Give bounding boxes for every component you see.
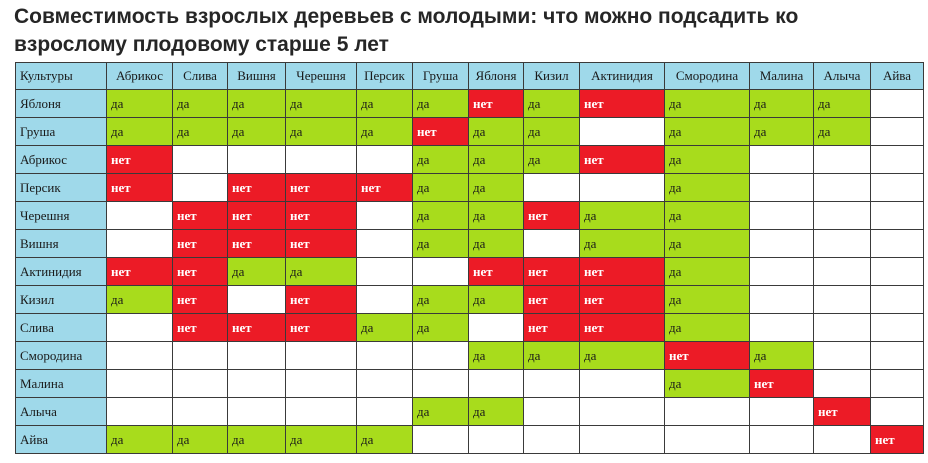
cell-no: нет (107, 174, 173, 202)
cell-no: нет (580, 286, 665, 314)
table-row (16, 202, 924, 230)
table-row (16, 314, 924, 342)
cell-empty (228, 342, 286, 370)
cell-no: нет (814, 398, 871, 426)
column-header: Айва (871, 63, 924, 90)
column-header: Малина (750, 63, 814, 90)
cell-no: нет (173, 202, 228, 230)
cell-yes: да (665, 286, 750, 314)
cell-empty (357, 258, 413, 286)
cell-empty (286, 398, 357, 426)
cell-empty (286, 370, 357, 398)
cell-empty (228, 370, 286, 398)
cell-empty (814, 370, 871, 398)
cell-empty (814, 230, 871, 258)
cell-empty (871, 370, 924, 398)
cell-yes: да (665, 118, 750, 146)
cell-yes: да (524, 146, 580, 174)
cell-yes: да (107, 426, 173, 454)
cell-empty (469, 370, 524, 398)
cell-yes: да (580, 230, 665, 258)
cell-no: нет (580, 146, 665, 174)
cell-empty (814, 174, 871, 202)
cell-yes: да (286, 258, 357, 286)
cell-no: нет (524, 286, 580, 314)
column-header: Черешня (286, 63, 357, 90)
cell-yes: да (524, 118, 580, 146)
cell-empty (524, 370, 580, 398)
cell-no: нет (107, 258, 173, 286)
cell-empty (814, 426, 871, 454)
table-row (16, 286, 924, 314)
cell-no: нет (357, 174, 413, 202)
cell-empty (357, 370, 413, 398)
cell-no: нет (665, 342, 750, 370)
column-header: Актинидия (580, 63, 665, 90)
row-header: Смородина (16, 342, 107, 370)
table-row (16, 426, 924, 454)
cell-yes: да (750, 118, 814, 146)
row-header: Вишня (16, 230, 107, 258)
row-header: Айва (16, 426, 107, 454)
cell-empty (871, 90, 924, 118)
cell-yes: да (469, 230, 524, 258)
table-row (16, 370, 924, 398)
column-header: Смородина (665, 63, 750, 90)
cell-yes: да (173, 426, 228, 454)
cell-empty (871, 174, 924, 202)
cell-empty (357, 286, 413, 314)
cell-no: нет (524, 202, 580, 230)
cell-empty (469, 314, 524, 342)
cell-empty (413, 342, 469, 370)
cell-empty (750, 202, 814, 230)
row-header: Малина (16, 370, 107, 398)
corner-header: Культуры (16, 63, 107, 90)
cell-yes: да (286, 118, 357, 146)
cell-yes: да (580, 202, 665, 230)
cell-yes: да (413, 286, 469, 314)
cell-empty (107, 370, 173, 398)
row-header: Слива (16, 314, 107, 342)
table-row (16, 146, 924, 174)
cell-empty (357, 230, 413, 258)
cell-yes: да (413, 398, 469, 426)
cell-yes: да (357, 90, 413, 118)
cell-yes: да (750, 342, 814, 370)
cell-empty (814, 286, 871, 314)
cell-empty (580, 426, 665, 454)
cell-empty (173, 146, 228, 174)
cell-yes: да (228, 118, 286, 146)
cell-yes: да (173, 118, 228, 146)
row-header: Актинидия (16, 258, 107, 286)
cell-empty (871, 258, 924, 286)
cell-no: нет (173, 314, 228, 342)
header-row (16, 63, 924, 90)
cell-no: нет (228, 174, 286, 202)
cell-no: нет (173, 258, 228, 286)
cell-empty (357, 146, 413, 174)
cell-empty (814, 258, 871, 286)
cell-empty (286, 342, 357, 370)
cell-yes: да (357, 314, 413, 342)
cell-no: нет (524, 314, 580, 342)
cell-empty (286, 146, 357, 174)
cell-empty (580, 398, 665, 426)
cell-empty (524, 174, 580, 202)
cell-yes: да (173, 90, 228, 118)
cell-yes: да (469, 342, 524, 370)
cell-yes: да (228, 426, 286, 454)
cell-empty (173, 370, 228, 398)
cell-yes: да (665, 230, 750, 258)
row-header: Алыча (16, 398, 107, 426)
cell-yes: да (413, 146, 469, 174)
cell-empty (871, 118, 924, 146)
cell-yes: да (228, 90, 286, 118)
page-title: Совместимость взрослых деревьев с молодыми: что можно подсадить ко взрослому плодовому старше 5 лет (14, 5, 799, 56)
cell-yes: да (524, 342, 580, 370)
cell-no: нет (286, 202, 357, 230)
cell-no: нет (286, 174, 357, 202)
table-row (16, 258, 924, 286)
cell-empty (469, 426, 524, 454)
column-header: Алыча (814, 63, 871, 90)
cell-empty (750, 174, 814, 202)
cell-empty (580, 174, 665, 202)
column-header: Персик (357, 63, 413, 90)
cell-yes: да (665, 370, 750, 398)
cell-empty (524, 230, 580, 258)
cell-empty (413, 370, 469, 398)
cell-empty (814, 314, 871, 342)
cell-no: нет (286, 314, 357, 342)
cell-empty (580, 370, 665, 398)
cell-no: нет (228, 314, 286, 342)
cell-empty (173, 174, 228, 202)
cell-yes: да (665, 174, 750, 202)
cell-no: нет (580, 258, 665, 286)
cell-empty (228, 286, 286, 314)
row-header: Персик (16, 174, 107, 202)
row-header: Яблоня (16, 90, 107, 118)
cell-no: нет (173, 230, 228, 258)
cell-empty (107, 398, 173, 426)
cell-empty (107, 230, 173, 258)
cell-no: нет (286, 286, 357, 314)
column-header: Груша (413, 63, 469, 90)
cell-empty (228, 398, 286, 426)
cell-yes: да (469, 202, 524, 230)
cell-empty (871, 146, 924, 174)
cell-no: нет (228, 230, 286, 258)
cell-empty (814, 342, 871, 370)
cell-yes: да (469, 118, 524, 146)
cell-yes: да (750, 90, 814, 118)
cell-no: нет (750, 370, 814, 398)
table-row (16, 174, 924, 202)
cell-empty (814, 202, 871, 230)
cell-yes: да (413, 314, 469, 342)
cell-yes: да (413, 174, 469, 202)
cell-yes: да (286, 90, 357, 118)
cell-empty (750, 426, 814, 454)
cell-yes: да (469, 174, 524, 202)
cell-yes: да (665, 146, 750, 174)
cell-yes: да (469, 286, 524, 314)
cell-yes: да (228, 258, 286, 286)
cell-yes: да (107, 286, 173, 314)
cell-no: нет (173, 286, 228, 314)
cell-empty (580, 118, 665, 146)
cell-empty (665, 426, 750, 454)
cell-no: нет (524, 258, 580, 286)
cell-empty (750, 258, 814, 286)
cell-yes: да (357, 426, 413, 454)
cell-yes: да (413, 90, 469, 118)
cell-no: нет (107, 146, 173, 174)
cell-empty (173, 398, 228, 426)
cell-empty (871, 314, 924, 342)
cell-empty (107, 314, 173, 342)
row-header: Груша (16, 118, 107, 146)
cell-yes: да (580, 342, 665, 370)
cell-empty (871, 230, 924, 258)
cell-no: нет (228, 202, 286, 230)
row-header: Черешня (16, 202, 107, 230)
cell-empty (750, 230, 814, 258)
column-header: Кизил (524, 63, 580, 90)
cell-no: нет (580, 90, 665, 118)
cell-empty (665, 398, 750, 426)
table-row (16, 342, 924, 370)
cell-yes: да (413, 230, 469, 258)
table-row (16, 398, 924, 426)
cell-no: нет (469, 258, 524, 286)
cell-no: нет (413, 118, 469, 146)
cell-yes: да (413, 202, 469, 230)
cell-yes: да (357, 118, 413, 146)
cell-yes: да (469, 398, 524, 426)
column-header: Вишня (228, 63, 286, 90)
cell-yes: да (286, 426, 357, 454)
cell-empty (871, 398, 924, 426)
cell-empty (357, 398, 413, 426)
cell-empty (357, 342, 413, 370)
cell-empty (750, 146, 814, 174)
cell-empty (357, 202, 413, 230)
column-header: Абрикос (107, 63, 173, 90)
cell-yes: да (107, 118, 173, 146)
cell-empty (524, 398, 580, 426)
cell-empty (413, 258, 469, 286)
cell-empty (814, 146, 871, 174)
cell-yes: да (524, 90, 580, 118)
cell-yes: да (665, 258, 750, 286)
cell-empty (750, 314, 814, 342)
cell-empty (107, 342, 173, 370)
cell-empty (871, 202, 924, 230)
cell-yes: да (814, 118, 871, 146)
cell-empty (173, 342, 228, 370)
compatibility-table (15, 62, 924, 454)
cell-empty (871, 286, 924, 314)
table-row (16, 118, 924, 146)
cell-no: нет (580, 314, 665, 342)
cell-yes: да (814, 90, 871, 118)
table-row (16, 230, 924, 258)
row-header: Кизил (16, 286, 107, 314)
cell-yes: да (665, 314, 750, 342)
cell-empty (750, 286, 814, 314)
table-row (16, 90, 924, 118)
cell-no: нет (871, 426, 924, 454)
cell-empty (107, 202, 173, 230)
cell-yes: да (665, 90, 750, 118)
cell-no: нет (286, 230, 357, 258)
cell-empty (871, 342, 924, 370)
cell-yes: да (665, 202, 750, 230)
cell-empty (750, 398, 814, 426)
cell-yes: да (107, 90, 173, 118)
cell-no: нет (469, 90, 524, 118)
column-header: Слива (173, 63, 228, 90)
column-header: Яблоня (469, 63, 524, 90)
cell-empty (413, 426, 469, 454)
cell-empty (524, 426, 580, 454)
row-header: Абрикос (16, 146, 107, 174)
cell-empty (228, 146, 286, 174)
cell-yes: да (469, 146, 524, 174)
